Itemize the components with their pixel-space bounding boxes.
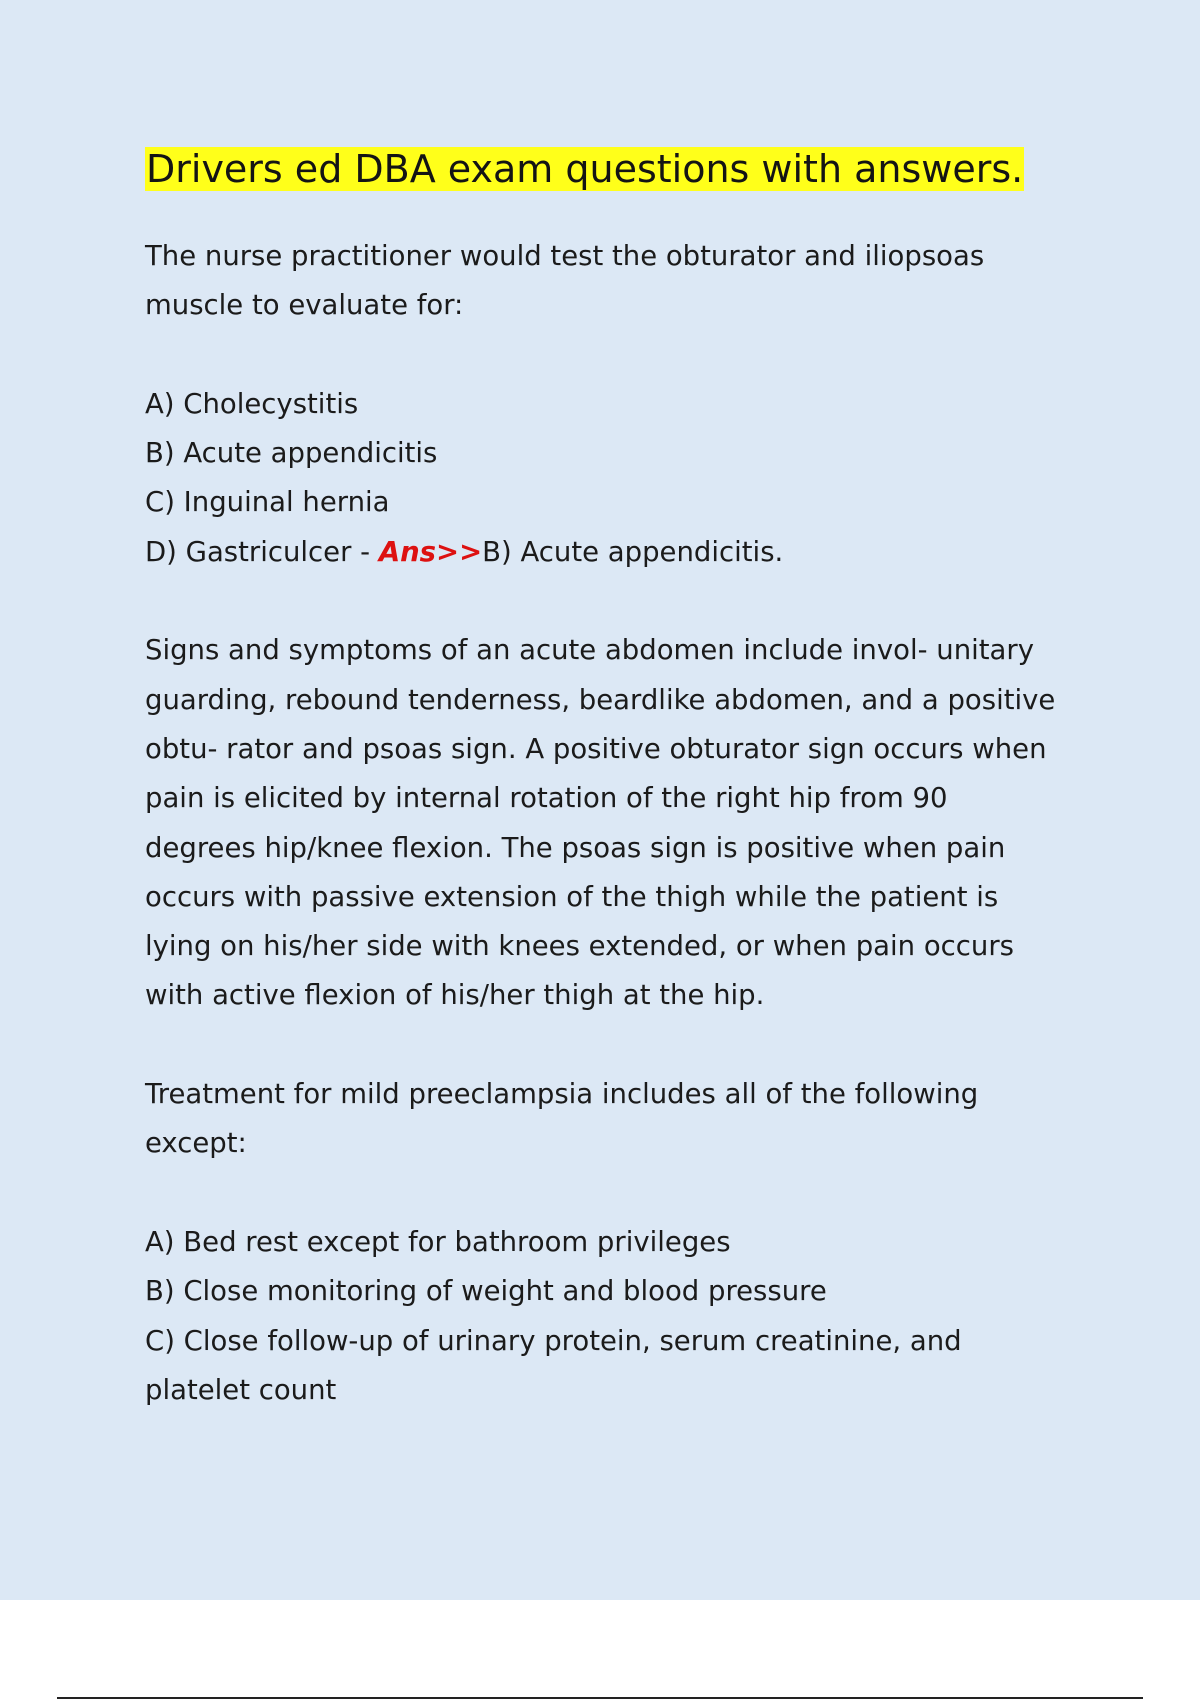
spacer	[145, 577, 1090, 626]
option-a: A) Bed rest except for bathroom privileges	[145, 1225, 731, 1258]
option-a: A) Cholecystitis	[145, 387, 359, 420]
answer-text: B) Acute appendicitis.	[482, 535, 784, 568]
rationale-line: lying on his/her side with knees extended, or when pain occurs	[145, 930, 1014, 963]
rationale-line: with active flexion of his/her thigh at the hip.	[145, 979, 765, 1012]
option-c-continued: platelet count	[145, 1373, 337, 1406]
question-stem-line: except:	[145, 1127, 247, 1160]
question-stem-line: The nurse practitioner would test the obturator and iliopsoas	[145, 240, 985, 272]
option-b: B) Acute appendicitis	[145, 437, 438, 470]
rationale-line: pain is elicited by internal rotation of the right hip from 90	[145, 782, 948, 815]
option-d-answer-line	[145, 528, 1090, 577]
document-body	[145, 232, 1090, 1415]
rationale-paragraph	[145, 626, 1090, 1020]
rationale-line: obtu- rator and psoas sign. A positive obturator sign occurs when	[145, 732, 1047, 765]
title-container	[145, 147, 1024, 191]
option-d: D) Gastriculcer -	[145, 535, 379, 568]
answer-marker: Ans>>	[378, 535, 483, 568]
rationale-line: guarding, rebound tenderness, beardlike abdomen, and a positive	[145, 683, 1056, 716]
rationale-line: degrees hip/knee flexion. The psoas sign is positive when pain	[145, 831, 1006, 864]
option-b: B) Close monitoring of weight and blood pressure	[145, 1275, 827, 1308]
spacer	[145, 1021, 1090, 1070]
question-1	[145, 232, 1090, 577]
question-stem-line: muscle to evaluate for:	[145, 289, 464, 322]
footer-divider	[57, 1697, 1143, 1699]
option-c: C) Inguinal hernia	[145, 486, 390, 519]
page-title: Drivers ed DBA exam questions with answers.	[146, 147, 1024, 191]
spacer	[145, 1169, 1090, 1218]
question-2	[145, 1070, 1090, 1415]
rationale-line: occurs with passive extension of the thigh while the patient is	[145, 880, 999, 913]
question-stem-line: Treatment for mild preeclampsia includes all of the following	[145, 1078, 979, 1111]
rationale-line: Signs and symptoms of an acute abdomen include invol- unitary	[145, 634, 1034, 667]
spacer	[145, 331, 1090, 380]
option-c: C) Close follow-up of urinary protein, serum creatinine, and	[145, 1324, 962, 1357]
